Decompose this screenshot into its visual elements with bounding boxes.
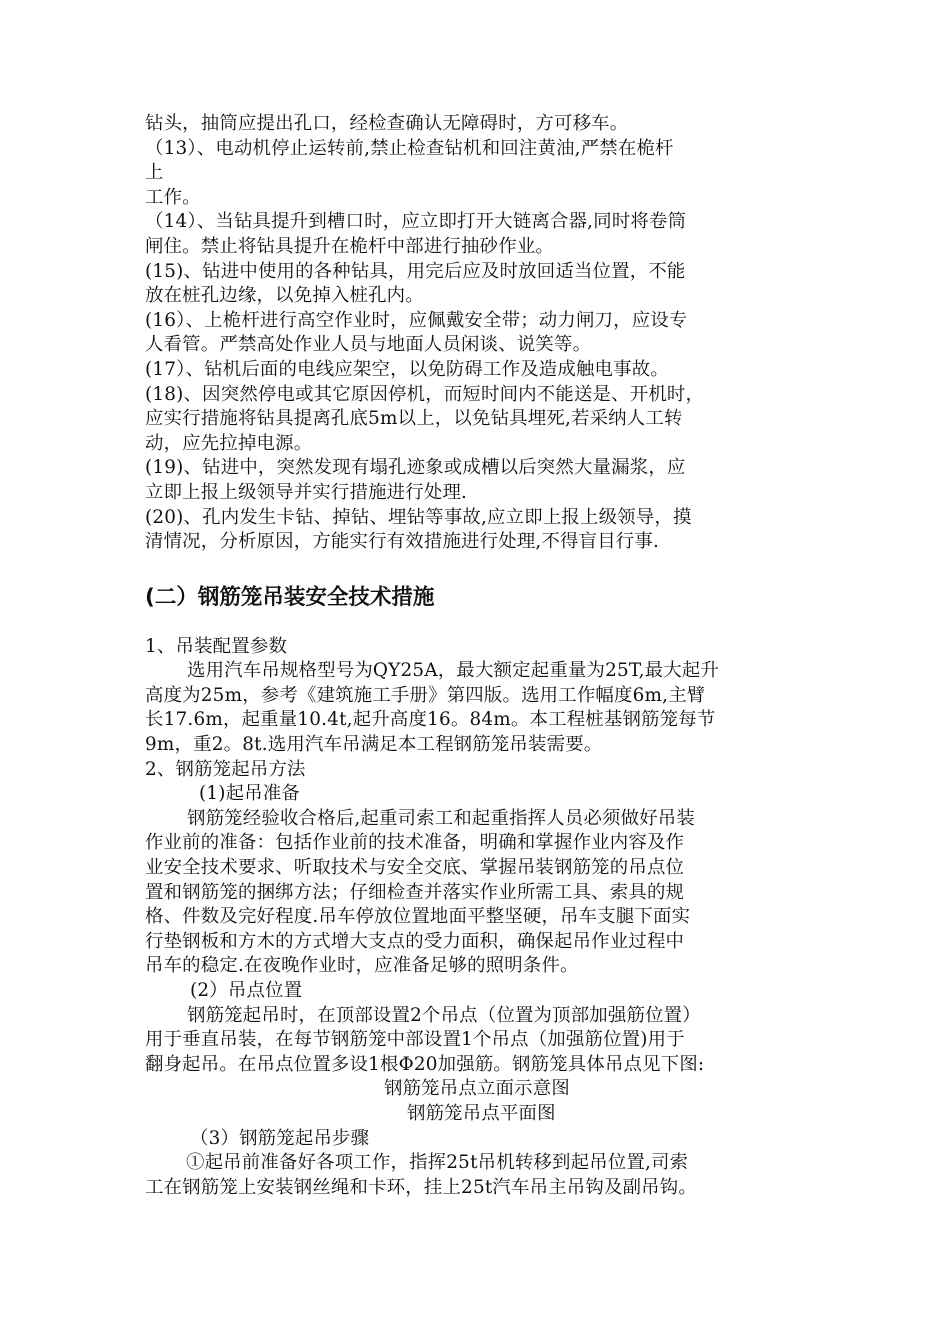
text-line: （13）、电动机停止运转前,禁止检查钻机和回注黄油,严禁在桅杆 [145, 137, 674, 159]
subsection-title: 1、吊装配置参数 [145, 635, 288, 657]
text-line: 放在桩孔边缘，以免掉入桩孔内。 [145, 285, 424, 307]
figure-caption: 钢筋笼吊点立面示意图 [384, 1078, 570, 1100]
text-line: 业安全技术要求、听取技术与安全交底、掌握吊装钢筋笼的吊点位 [145, 857, 685, 879]
text-line: (20)、孔内发生卡钻、掉钻、埋钻等事故,应立即上报上级领导，摸 [145, 506, 692, 528]
text-line: 清情况，分析原因，方能实行有效措施进行处理,不得盲目行事. [145, 531, 660, 553]
text-line: 应实行措施将钻具提离孔底5m以上，以免钻具埋死,若采纳人工转 [145, 408, 683, 430]
text-line: 钢筋笼经验收合格后,起重司索工和起重指挥人员必须做好吊装 [187, 807, 695, 829]
text-line: 工作。 [145, 186, 201, 208]
text-line: 用于垂直吊装，在每节钢筋笼中部设置1个吊点（加强筋位置)用于 [145, 1029, 685, 1051]
text-line: (17）、钻机后面的电线应架空，以免防碍工作及造成触电事故。 [145, 358, 669, 380]
text-line: 钻头，抽筒应提出孔口，经检查确认无障碍时，方可移车。 [145, 113, 629, 134]
item-title: （3）钢筋笼起吊步骤 [190, 1127, 370, 1149]
text-line: 工在钢筋笼上安装钢丝绳和卡环，挂上25t汽车吊主吊钩及副吊钩。 [145, 1176, 697, 1198]
text-line: (15)、钻进中使用的各种钻具，用完后应及时放回适当位置，不能 [145, 260, 686, 282]
text-line: （14）、当钻具提升到槽口时，应立即打开大链离合器,同时将卷筒 [145, 211, 687, 233]
text-line: 吊车的稳定.在夜晚作业时，应准备足够的照明条件。 [145, 955, 579, 977]
item-title: (1)起吊准备 [199, 783, 301, 805]
text-line: 作业前的准备：包括作业前的技术准备，明确和掌握作业内容及作 [145, 832, 685, 854]
text-line: 立即上报上级领导并实行措施进行处理. [145, 481, 468, 503]
text-line: 闸住。禁止将钻具提升在桅杆中部进行抽砂作业。 [145, 235, 554, 257]
text-line: 选用汽车吊规格型号为QY25A，最大额定起重量为25T,最大起升 [187, 660, 720, 682]
text-line: (18)、因突然停电或其它原因停机，而短时间内不能送是、开机时， [145, 383, 705, 405]
document-body [145, 112, 835, 1200]
text-line: 动，应先拉掉电源。 [145, 432, 313, 454]
text-line: 高度为25m，参考《建筑施工手册》第四版。选用工作幅度6m,主臂 [145, 684, 706, 706]
text-line: 长17.6m，起重量10.4t,起升高度16。84m。本工程桩基钢筋笼每节 [145, 709, 716, 731]
text-line: 置和钢筋笼的捆绑方法；仔细检查并落实作业所需工具、索具的规 [145, 881, 685, 903]
subsection-title: 2、钢筋笼起吊方法 [145, 758, 306, 780]
section-heading: (二）钢筋笼吊装安全技术措施 [145, 584, 435, 610]
figure-caption: 钢筋笼吊点平面图 [407, 1102, 556, 1124]
text-line: 行垫钢板和方木的方式增大支点的受力面积，确保起吊作业过程中 [145, 930, 685, 952]
text-line: (19)、钻进中，突然发现有塌孔迹象或成槽以后突然大量漏浆，应 [145, 457, 686, 479]
text-line: 钢筋笼起吊时，在顶部设置2个吊点（位置为顶部加强筋位置） [187, 1004, 701, 1026]
text-line: 翻身起吊。在吊点位置多设1根Φ20加强筋。钢筋笼具体吊点见下图: [145, 1053, 705, 1075]
text-line: 人看管。严禁高处作业人员与地面人员闲谈、说笑等。 [145, 334, 592, 356]
text-line: 上 [145, 162, 164, 184]
text-line: (16）、上桅杆进行高空作业时，应佩戴安全带；动力闸刀，应设专 [145, 309, 688, 331]
item-title: (2）吊点位置 [190, 980, 303, 1001]
text-line: 格、件数及完好程度.吊车停放位置地面平整坚硬，吊车支腿下面实 [145, 906, 691, 928]
text-line: ①起吊前准备好各项工作，指挥25t吊机转移到起吊位置,司索 [186, 1152, 689, 1174]
text-line: 9m，重2。8t.选用汽车吊满足本工程钢筋笼吊装需要。 [145, 734, 603, 756]
